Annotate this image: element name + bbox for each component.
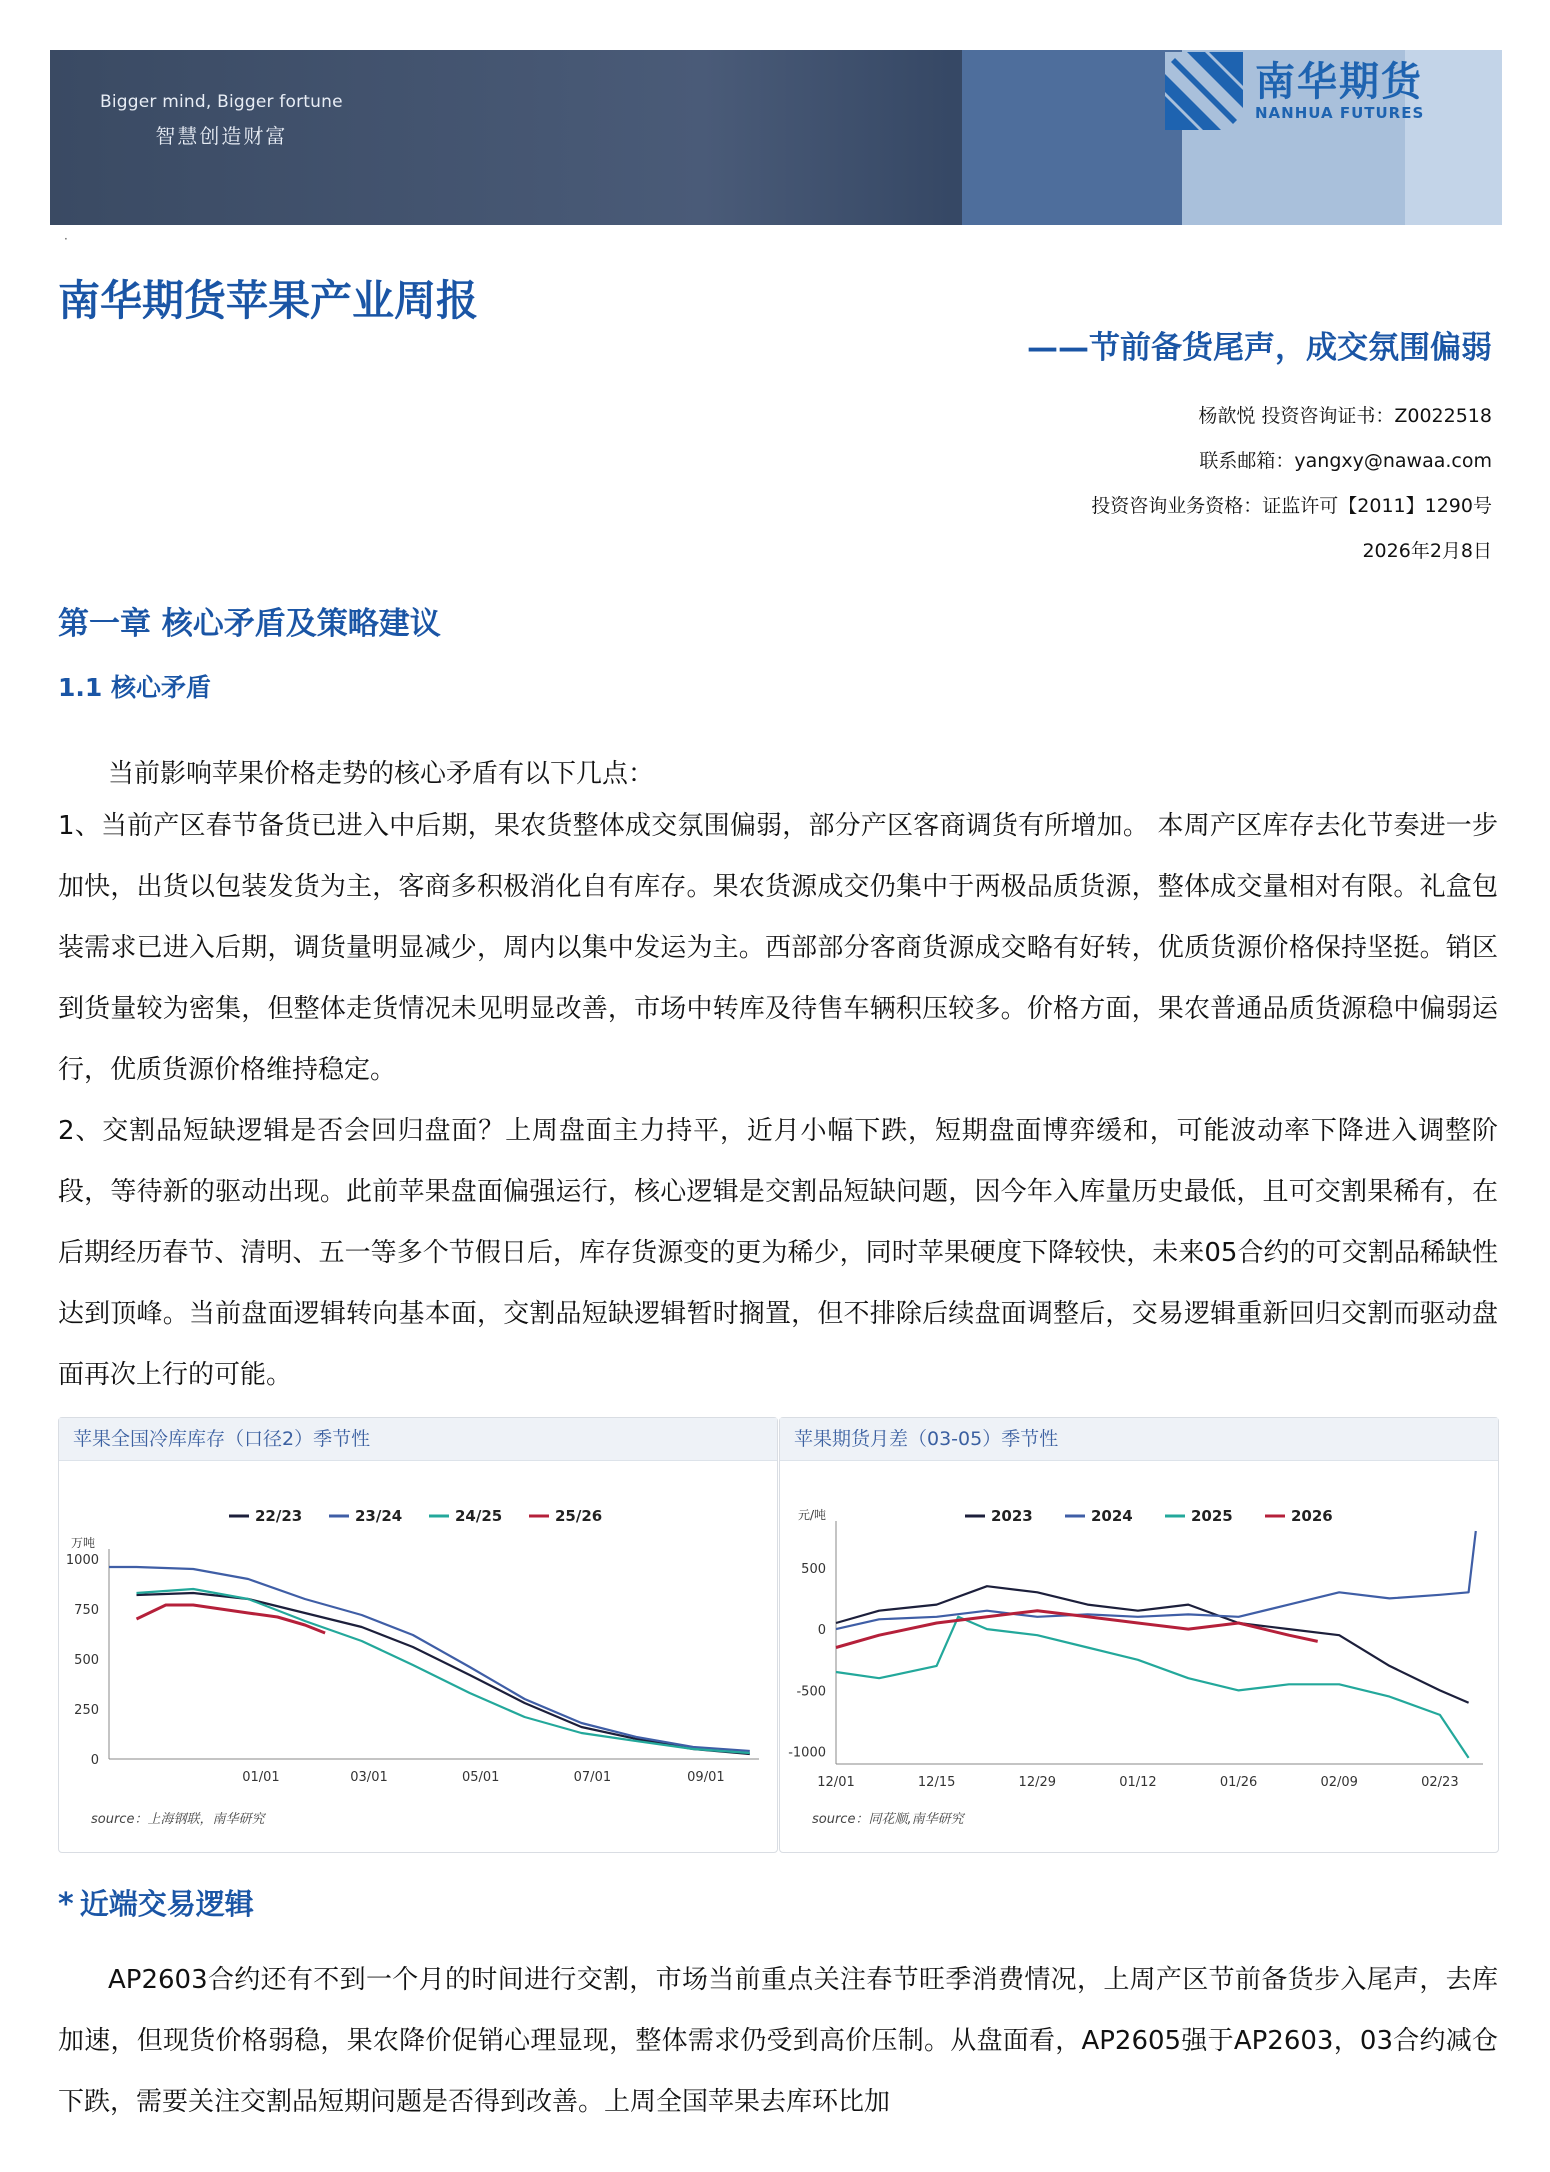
slogan-en: Bigger mind, Bigger fortune: [100, 92, 343, 112]
chapter-heading: 第一章 核心矛盾及策略建议: [58, 606, 441, 642]
legend-label: 23/24: [355, 1507, 403, 1525]
point-1-paragraph: 1、当前产区春节备货已进入中后期，果农货整体成交氛围偏弱，部分产区客商调货有所增加。 本周产区库存去化节奏进一步加快，出货以包装发货为主，客商多积极消化自有库存。果农货源成交仍集中于两极品质货源，整体成交量相对有限。礼盒包装需求已进入后期，调货量明显减少，周内以集中发运为主。西部部分客商货源成交略有好转，优质货源价格保持坚挺。销区到货量较为密集，但整体走货情况未见明显改善，市场中转库及待售车辆积压较多。价格方面，果农普通品质货源稳中偏弱运行，优质货源价格维持稳定。: [58, 811, 1498, 1085]
legend-label: 2025: [1191, 1507, 1233, 1525]
y-tick-label: -500: [796, 1684, 826, 1700]
source-note: source：同花顺,南华研究: [812, 1812, 964, 1827]
x-tick-label: 09/01: [687, 1770, 725, 1785]
email-line: 联系邮箱：yangxy@nawaa.com: [1199, 450, 1492, 472]
section-heading: 1.1 核心矛盾: [58, 673, 211, 702]
near-term-logic-heading: [58, 1882, 254, 1923]
inventory-chart: [59, 1461, 777, 1851]
y-axis-unit: 万吨: [71, 1536, 96, 1550]
spread-chart: [780, 1461, 1498, 1851]
point-2-paragraph: 2、交割品短缺逻辑是否会回归盘面？上周盘面主力持平，近月小幅下跌，短期盘面博弈缓和，可能波动率下降进入调整阶段，等待新的驱动出现。此前苹果盘面偏强运行，核心逻辑是交割品短缺问题，因今年入库量历史最低，且可交割果稀有，在后期经历春节、清明、五一等多个节假日后，库存货源变的更为稀少，同时苹果硬度下降较快，未来05合约的可交割品稀缺性达到顶峰。当前盘面逻辑转向基本面，交割品短缺逻辑暂时搁置，但不排除后续盘面调整后，交易逻辑重新回归交割而驱动盘面再次上行的可能。: [58, 1116, 1498, 1390]
author-info: [1091, 394, 1492, 574]
y-tick-label: -1000: [788, 1745, 826, 1761]
x-tick-label: 02/23: [1421, 1775, 1459, 1790]
x-tick-label: 12/15: [917, 1775, 956, 1790]
point-3-paragraph: AP2603合约还有不到一个月的时间进行交割，市场当前重点关注春节旺季消费情况，上周产区节前备货步入尾声，去库加速，但现货价格弱稳，果农降价促销心理显现，整体需求仍受到高价压制。从盘面看，AP2605强于AP2603，03合约减仓下跌，需要关注交割品短期问题是否得到改善。上周全国苹果去库环比加: [58, 1965, 1498, 2117]
x-tick-label: 02/09: [1320, 1775, 1358, 1790]
x-tick-label: 12/01: [817, 1775, 855, 1790]
x-tick-label: 01/01: [242, 1770, 280, 1785]
slogan: [100, 92, 343, 149]
legend-label: 22/23: [255, 1507, 303, 1525]
series-line-2024: [836, 1531, 1476, 1629]
legend-label: 2024: [1091, 1507, 1133, 1525]
y-tick-label: 0: [817, 1623, 826, 1639]
source-note: source：上海钢联，南华研究: [91, 1812, 265, 1827]
intro-paragraph: 当前影响苹果价格走势的核心矛盾有以下几点：: [108, 759, 655, 789]
report-title: 南华期货苹果产业周报: [58, 276, 479, 325]
legend-label: 2026: [1291, 1507, 1333, 1525]
slogan-cn: 智慧创造财富: [155, 124, 288, 148]
y-axis-unit: 元/吨: [798, 1508, 827, 1522]
y-tick-label: 250: [74, 1703, 99, 1718]
x-tick-label: 01/26: [1219, 1775, 1258, 1790]
y-tick-label: 500: [801, 1561, 826, 1577]
x-tick-label: 01/12: [1119, 1775, 1157, 1790]
date-line: 2026年2月8日: [1362, 540, 1492, 562]
logo-text-en: NANHUA FUTURES: [1255, 104, 1425, 122]
y-tick-label: 750: [74, 1603, 99, 1618]
y-tick-label: 500: [74, 1653, 99, 1668]
y-tick-label: 0: [90, 1753, 99, 1768]
nanhua-logo-icon: [1165, 52, 1243, 130]
series-line-22-23: [137, 1593, 750, 1754]
x-tick-label: 12/29: [1018, 1775, 1057, 1790]
nanhua-logo: [1165, 52, 1424, 130]
legend-label: 25/26: [555, 1507, 603, 1525]
series-line-24-25: [137, 1589, 750, 1753]
page-marker: ·: [64, 232, 68, 246]
spread-chart-panel: [779, 1417, 1499, 1853]
legend-label: 24/25: [455, 1507, 503, 1525]
license-line: 投资咨询业务资格：证监许可【2011】1290号: [1091, 495, 1492, 517]
banner-band: [962, 50, 1182, 225]
logo-text-cn: 南华期货: [1255, 59, 1423, 105]
near-term-logic-title: 近端交易逻辑: [79, 1887, 254, 1921]
chart-title: 苹果全国冷库库存（口径2）季节性: [59, 1418, 777, 1461]
x-tick-label: 07/01: [573, 1770, 612, 1785]
analyst-line: 杨歆悦 投资咨询证书：Z0022518: [1198, 405, 1492, 427]
legend-label: 2023: [991, 1507, 1033, 1525]
x-tick-label: 05/01: [461, 1770, 500, 1785]
report-subtitle: ——节前备货尾声，成交氛围偏弱: [1027, 330, 1492, 366]
y-tick-label: 1000: [65, 1553, 99, 1568]
chart-title: 苹果期货月差（03-05）季节性: [780, 1418, 1498, 1461]
asterisk-icon: *: [58, 1887, 74, 1922]
inventory-chart-panel: [58, 1417, 778, 1853]
series-line-2025: [836, 1617, 1469, 1758]
series-line-2023: [836, 1586, 1469, 1703]
x-tick-label: 03/01: [350, 1770, 388, 1785]
